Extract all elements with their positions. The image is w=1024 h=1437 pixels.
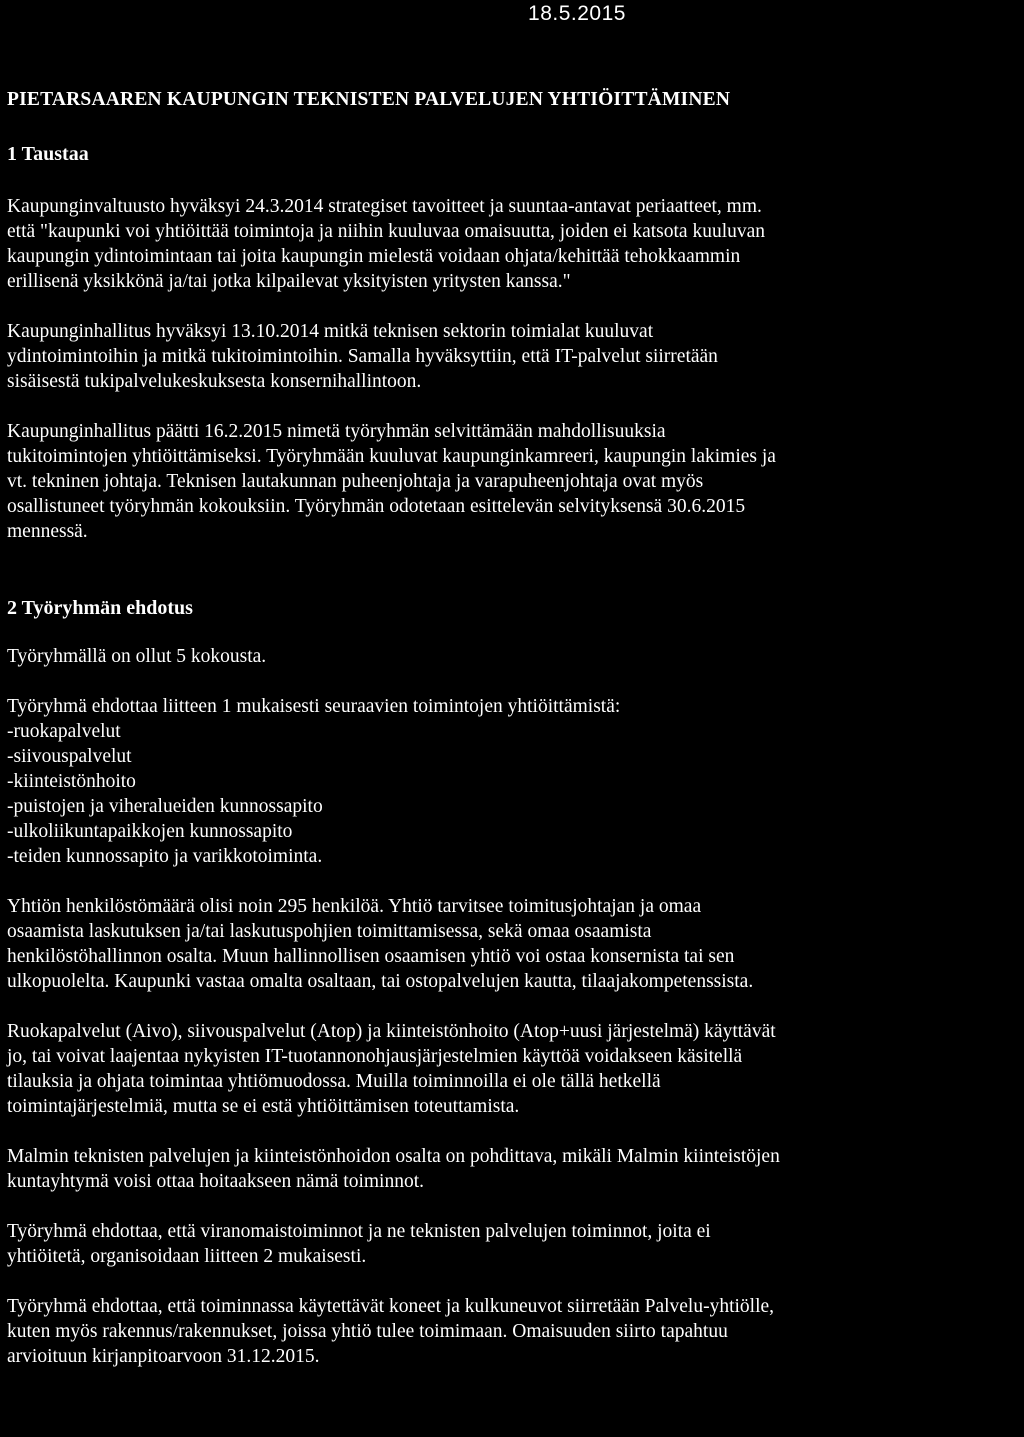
paragraph: Työryhmällä on ollut 5 kokousta. bbox=[7, 646, 267, 667]
function-list bbox=[7, 719, 1021, 869]
paragraph: Työryhmä ehdottaa, että viranomaistoiminnot ja ne teknisten palvelujen toiminnot, joita ei yhtiöitetä, organisoidaan liitteen 2 mukaisesti. bbox=[7, 1221, 711, 1267]
list-item: -puistojen ja viheralueiden kunnossapito bbox=[7, 796, 323, 817]
paragraph: Malmin teknisten palvelujen ja kiinteistönhoidon osalta on pohdittava, mikäli Malmin kiinteistöjen kuntayhtymä voisi ottaa hoitaakseen nämä toiminnot. bbox=[7, 1146, 780, 1192]
list-item: -ulkoliikuntapaikkojen kunnossapito bbox=[7, 821, 293, 842]
list-item: -siivouspalvelut bbox=[7, 746, 132, 767]
paragraph: Kaupunginhallitus päätti 16.2.2015 nimetä työryhmän selvittämään mahdollisuuksia tukitoimintojen yhtiöittämiseksi. Työryhmään kuuluvat kaupunginkamreeri, kaupungin lakimies ja vt. tekninen johtaja. Teknisen lautakunnan puheenjohtaja ja varapuheenjohtaja ovat myös osallistuneet työryhmän kokouksiin. Työryhmän odotetaan esittelevän selvityksensä 30.6.2015 mennessä. bbox=[7, 421, 776, 542]
list-item: -kiinteistönhoito bbox=[7, 771, 136, 792]
paragraph: Ruokapalvelut (Aivo), siivouspalvelut (Atop) ja kiinteistönhoito (Atop+uusi järjestelmä) käyttävät jo, tai voivat laajentaa nykyisten IT-tuotannonohjausjärjestelmien käyttöä voidakseen käsitellä tilauksia ja ohjata toimintaa yhtiömuodossa. Muilla toiminnoilla ei ole tällä hetkellä toimintajärjestelmiä, mutta se ei estä yhtiöittämisen toteuttamista. bbox=[7, 1021, 776, 1117]
paragraph: Kaupunginvaltuusto hyväksyi 24.3.2014 strategiset tavoitteet ja suuntaa-antavat periaatteet, mm. että "kaupunki voi yhtiöittää toimintoja ja niihin kuuluvaa omaisuutta, joiden ei katsota kuuluvan kaupungin ydintoimintaan tai joita kaupungin mielestä voidaan ohjata/kehittää tehokkaammin erillisenä yksikkönä ja/tai jotka kilpailevat yksityisten yritysten kanssa." bbox=[7, 196, 766, 292]
paragraph: Kaupunginhallitus hyväksyi 13.10.2014 mitkä teknisen sektorin toimialat kuuluvat ydintoimintoihin ja mitkä tukitoimintoihin. Samalla hyväksyttiin, että IT-palvelut siirretään sisäisestä tukipalvelukeskuksesta konsernihallintoon. bbox=[7, 321, 718, 392]
list-item: -ruokapalvelut bbox=[7, 721, 121, 742]
list-item: -teiden kunnossapito ja varikkotoiminta. bbox=[7, 846, 323, 867]
document-body bbox=[7, 86, 1021, 1369]
section-heading-taustaa: 1 Taustaa bbox=[7, 143, 89, 165]
paragraph: Yhtiön henkilöstömäärä olisi noin 295 henkilöä. Yhtiö tarvitsee toimitusjohtajan ja omaa osaamista laskutuksen ja/tai laskutuspohjien toimittamisessa, sekä omaa osaamista henkilöstöhallinnon osalta. Muun hallinnollisen osaamisen yhtiö voi ostaa konsernista tai sen ulkopuolelta. Kaupunki vastaa omalta osaltaan, tai ostopalvelujen kautta, tilaajakompetenssista. bbox=[7, 896, 754, 992]
document-title: PIETARSAAREN KAUPUNGIN TEKNISTEN PALVELUJEN YHTIÖITTÄMINEN bbox=[7, 89, 731, 110]
list-intro: Työryhmä ehdottaa liitteen 1 mukaisesti seuraavien toimintojen yhtiöittämistä: bbox=[7, 696, 621, 717]
document-date: 18.5.2015 bbox=[528, 2, 626, 25]
paragraph: Työryhmä ehdottaa, että toiminnassa käytettävät koneet ja kulkuneuvot siirretään Palvelu-yhtiölle, kuten myös rakennus/rakennukset, joissa yhtiö tulee toimimaan. Omaisuuden siirto tapahtuu arvioituun kirjanpitoarvoon 31.12.2015. bbox=[7, 1296, 775, 1367]
section-heading-ehdotus: 2 Työryhmän ehdotus bbox=[7, 597, 193, 619]
